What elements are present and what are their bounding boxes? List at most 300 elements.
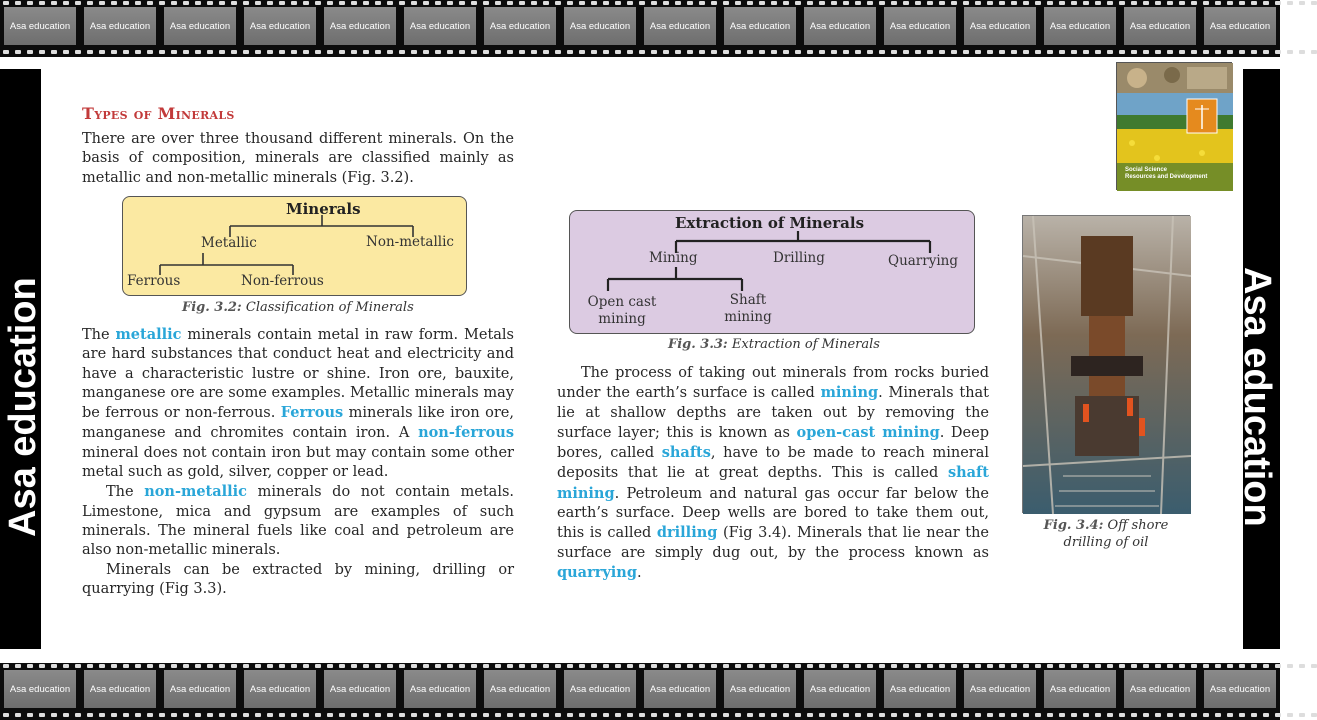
offshore-drilling-photo	[1022, 215, 1190, 513]
sprocket-hole	[1023, 664, 1029, 668]
sprocket-hole	[1179, 1, 1185, 5]
photo-art	[1023, 216, 1191, 514]
sprocket-hole	[651, 50, 657, 54]
sprocket-hole	[1215, 713, 1221, 717]
node-shaft-mining	[721, 292, 775, 326]
sprocket-hole	[483, 664, 489, 668]
sprocket-hole	[171, 50, 177, 54]
keyword-open-cast-mining: open-cast mining	[796, 423, 940, 441]
sprocket-hole	[1263, 713, 1269, 717]
label-line: mining	[724, 309, 772, 325]
keyword-non-metallic: non-metallic	[144, 483, 247, 501]
sprocket-hole	[1191, 664, 1197, 668]
sprocket-hole	[111, 50, 117, 54]
sprocket-hole	[1227, 664, 1233, 668]
sprocket-hole	[975, 1, 981, 5]
sprocket-hole	[675, 664, 681, 668]
sprocket-hole	[195, 1, 201, 5]
sprocket-hole	[975, 664, 981, 668]
sprocket-hole	[339, 664, 345, 668]
sprocket-hole	[927, 1, 933, 5]
sprocket-hole	[603, 713, 609, 717]
sprocket-hole	[915, 1, 921, 5]
sprocket-hole	[999, 664, 1005, 668]
sprocket-hole	[255, 1, 261, 5]
sprocket-hole	[807, 1, 813, 5]
sprocket-hole	[99, 1, 105, 5]
film-frame-label: Asa education	[404, 670, 476, 708]
sprocket-hole	[387, 50, 393, 54]
sprocket-hole	[699, 50, 705, 54]
sprocket-hole	[1119, 713, 1125, 717]
sprocket-hole	[507, 713, 513, 717]
sprocket-hole	[15, 50, 21, 54]
sprocket-hole	[1035, 50, 1041, 54]
film-frame-label: Asa education	[564, 7, 636, 45]
sprocket-hole	[183, 664, 189, 668]
sprocket-hole	[1191, 1, 1197, 5]
sprocket-hole	[243, 664, 249, 668]
sprocket-hole	[531, 50, 537, 54]
sprocket-hole	[1299, 664, 1305, 668]
sprocket-hole	[987, 1, 993, 5]
sprocket-hole	[1311, 1, 1317, 5]
sprocket-hole	[1191, 50, 1197, 54]
sprocket-hole	[291, 664, 297, 668]
sprocket-hole	[111, 664, 117, 668]
sprocket-hole	[627, 50, 633, 54]
sprocket-hole	[339, 1, 345, 5]
sprocket-hole	[219, 664, 225, 668]
sprocket-hole	[519, 664, 525, 668]
sprocket-hole	[375, 1, 381, 5]
sprocket-hole	[1155, 664, 1161, 668]
sprocket-hole	[555, 1, 561, 5]
sprocket-hole	[915, 664, 921, 668]
sprocket-hole	[291, 1, 297, 5]
sprocket-hole	[303, 1, 309, 5]
sprocket-hole	[579, 713, 585, 717]
film-frame-label: Asa education	[404, 7, 476, 45]
sprocket-hole	[135, 713, 141, 717]
film-frame-label: Asa education	[564, 670, 636, 708]
sprocket-hole	[831, 50, 837, 54]
sprocket-hole	[675, 713, 681, 717]
sprocket-hole	[435, 50, 441, 54]
sprocket-hole	[603, 664, 609, 668]
sprocket-hole	[411, 664, 417, 668]
sprocket-hole	[1155, 1, 1161, 5]
sprocket-hole	[675, 1, 681, 5]
sprocket-hole	[1011, 664, 1017, 668]
sprocket-hole	[1215, 664, 1221, 668]
sprocket-hole	[171, 713, 177, 717]
sprocket-hole	[627, 713, 633, 717]
sprocket-hole	[1239, 713, 1245, 717]
sprocket-hole	[951, 713, 957, 717]
sprocket-hole	[891, 50, 897, 54]
film-frame-label: Asa education	[964, 670, 1036, 708]
sprocket-hole	[51, 713, 57, 717]
sprocket-hole	[351, 664, 357, 668]
sprocket-hole	[147, 664, 153, 668]
sprocket-hole	[891, 713, 897, 717]
sprocket-hole	[63, 1, 69, 5]
sprocket-hole	[207, 664, 213, 668]
sprocket-hole	[399, 1, 405, 5]
sprocket-hole	[471, 664, 477, 668]
sprocket-hole	[519, 50, 525, 54]
sprocket-hole	[351, 713, 357, 717]
sprocket-hole	[711, 713, 717, 717]
keyword-quarrying: quarrying	[557, 563, 637, 581]
caption-text: drilling of oil	[1063, 535, 1149, 550]
sprocket-hole	[591, 664, 597, 668]
sprocket-hole	[1011, 1, 1017, 5]
sprocket-hole	[303, 664, 309, 668]
sprocket-hole	[1251, 1, 1257, 5]
sprocket-hole	[159, 1, 165, 5]
sprocket-hole	[1227, 1, 1233, 5]
sprocket-hole	[843, 50, 849, 54]
sprocket-hole	[735, 713, 741, 717]
sprocket-hole	[1167, 50, 1173, 54]
sprocket-hole	[579, 1, 585, 5]
sprocket-hole	[1059, 50, 1065, 54]
sprocket-hole	[1023, 50, 1029, 54]
film-frames	[4, 7, 1280, 45]
sprocket-hole	[507, 1, 513, 5]
sprocket-hole	[399, 50, 405, 54]
sprocket-hole	[27, 713, 33, 717]
sprocket-hole	[1275, 50, 1281, 54]
sprocket-hole	[615, 713, 621, 717]
sprocket-hole	[39, 713, 45, 717]
sprocket-hole	[363, 1, 369, 5]
sprocket-hole	[39, 664, 45, 668]
sprocket-hole	[1143, 664, 1149, 668]
sprocket-hole	[783, 50, 789, 54]
sprocket-hole	[1239, 664, 1245, 668]
sprocket-hole	[435, 713, 441, 717]
sprocket-hole	[531, 713, 537, 717]
sprocket-hole	[879, 713, 885, 717]
sprocket-hole	[3, 50, 9, 54]
node-drilling: Drilling	[773, 250, 825, 266]
sprocket-hole	[207, 713, 213, 717]
right-watermark-bar	[1236, 69, 1280, 649]
sprocket-hole	[123, 664, 129, 668]
sprocket-hole	[99, 664, 105, 668]
sprocket-hole	[1083, 664, 1089, 668]
text-run: minerals like iron ore, manganese and chromites contain iron. A	[82, 405, 514, 442]
sprocket-hole	[303, 50, 309, 54]
sprocket-hole	[555, 664, 561, 668]
sprocket-hole	[939, 664, 945, 668]
sprocket-hole	[267, 50, 273, 54]
keyword-non-ferrous: non-ferrous	[418, 424, 514, 442]
sprocket-hole	[987, 50, 993, 54]
sprocket-hole	[375, 664, 381, 668]
text-run: (Fig 3.4). Minerals that lie near the surface are simply dug out, by the process known as	[557, 525, 989, 561]
sprocket-hole	[723, 713, 729, 717]
sprocket-hole	[795, 1, 801, 5]
sprocket-hole	[543, 50, 549, 54]
sprocket-hole	[507, 50, 513, 54]
sprocket-hole	[1275, 713, 1281, 717]
sprocket-hole	[279, 664, 285, 668]
film-frame-label: Asa education	[324, 7, 396, 45]
sprocket-hole	[27, 1, 33, 5]
sprocket-hole	[663, 1, 669, 5]
sprocket-hole	[279, 1, 285, 5]
sprocket-hole	[87, 664, 93, 668]
sprocket-hole	[939, 713, 945, 717]
sprocket-hole	[1011, 50, 1017, 54]
sprocket-hole	[819, 664, 825, 668]
bottom-film-strip	[0, 663, 1280, 720]
caption-number: Fig. 3.3:	[668, 337, 728, 352]
caption-number: Fig. 3.4:	[1043, 518, 1104, 533]
sprocket-hole	[963, 1, 969, 5]
sprocket-hole	[363, 664, 369, 668]
sprocket-hole	[519, 1, 525, 5]
sprocket-hole	[1143, 50, 1149, 54]
sprocket-hole	[1311, 50, 1317, 54]
sprocket-hole	[723, 1, 729, 5]
sprocket-hole	[171, 664, 177, 668]
sprocket-hole	[495, 50, 501, 54]
sprocket-hole	[219, 1, 225, 5]
sprocket-hole	[999, 713, 1005, 717]
node-mining: Mining	[649, 250, 698, 266]
sprocket-hole	[183, 1, 189, 5]
sprocket-hole	[819, 713, 825, 717]
sprocket-hole	[819, 1, 825, 5]
text-run: The	[82, 327, 116, 343]
sprocket-hole	[675, 50, 681, 54]
sprocket-hole	[831, 713, 837, 717]
sprocket-hole	[1299, 1, 1305, 5]
sprocket-hole	[555, 50, 561, 54]
sprocket-hole	[99, 713, 105, 717]
sprocket-hole	[483, 50, 489, 54]
sprocket-hole	[495, 1, 501, 5]
sprocket-hole	[939, 50, 945, 54]
classification-diagram	[122, 196, 467, 296]
sprocket-hole	[1107, 713, 1113, 717]
sprocket-hole	[843, 664, 849, 668]
sprocket-hole	[1275, 664, 1281, 668]
sprocket-hole	[327, 1, 333, 5]
sprocket-hole	[255, 50, 261, 54]
text-run: mineral does not contain iron but may contain some other metal such as gold, silver, copper or lead.	[82, 444, 514, 481]
sprocket-hole	[867, 1, 873, 5]
sprocket-hole	[1095, 1, 1101, 5]
sprocket-hole	[315, 664, 321, 668]
sprocket-hole	[639, 50, 645, 54]
sprocket-hole	[927, 664, 933, 668]
sprocket-hole	[315, 1, 321, 5]
sprocket-hole	[51, 664, 57, 668]
sprocket-hole	[447, 50, 453, 54]
film-frame-label: Asa education	[324, 670, 396, 708]
sprocket-hole	[1215, 1, 1221, 5]
sprocket-hole	[591, 713, 597, 717]
sprocket-hole	[459, 713, 465, 717]
sprocket-hole	[1035, 664, 1041, 668]
extraction-diagram	[569, 210, 975, 334]
sprocket-hole	[1083, 50, 1089, 54]
sprocket-hole	[963, 664, 969, 668]
sprocket-hole	[963, 50, 969, 54]
sprocket-hole	[987, 664, 993, 668]
sprocket-hole	[615, 1, 621, 5]
sprocket-hole	[1203, 50, 1209, 54]
book-cover-title	[1125, 167, 1207, 181]
sprocket-hole	[51, 50, 57, 54]
sprocket-hole	[903, 50, 909, 54]
sprocket-hole	[1167, 713, 1173, 717]
sprocket-hole	[15, 664, 21, 668]
sprocket-hole	[363, 50, 369, 54]
sprocket-hole	[1023, 1, 1029, 5]
sprocket-hole	[543, 713, 549, 717]
film-frame-label: Asa education	[244, 7, 316, 45]
sprocket-hole	[1227, 50, 1233, 54]
sprocket-hole	[411, 713, 417, 717]
sprocket-hole	[915, 713, 921, 717]
sprocket-hole	[651, 713, 657, 717]
sprocket-hole	[387, 1, 393, 5]
sprocket-hole	[159, 664, 165, 668]
sprocket-hole	[1155, 713, 1161, 717]
sprocket-hole	[951, 50, 957, 54]
film-frame-label: Asa education	[884, 670, 956, 708]
caption-text: Extraction of Minerals	[727, 337, 880, 352]
sprocket-hole	[267, 713, 273, 717]
sprocket-hole	[1119, 1, 1125, 5]
sprocket-hole	[315, 50, 321, 54]
sprocket-hole	[1047, 664, 1053, 668]
sprocket-hole	[615, 50, 621, 54]
sprocket-hole	[459, 50, 465, 54]
sprocket-hole	[1059, 1, 1065, 5]
sprocket-hole	[1191, 713, 1197, 717]
sprocket-hole	[27, 50, 33, 54]
sprocket-hole	[1047, 1, 1053, 5]
sprocket-hole	[603, 1, 609, 5]
node-non-ferrous: Non-ferrous	[241, 273, 324, 289]
figure-caption	[1022, 517, 1190, 551]
cover-line: Resources and Development	[1125, 174, 1208, 180]
sprocket-hole	[999, 1, 1005, 5]
film-frame-label: Asa education	[1044, 7, 1116, 45]
sprocket-hole	[687, 664, 693, 668]
sprocket-hole	[1263, 1, 1269, 5]
left-watermark-bar	[0, 69, 44, 649]
text-run: The process of taking out minerals from rocks buried under the earth’s surface is called	[557, 365, 989, 402]
sprocket-hole	[783, 1, 789, 5]
cover-line: Social Science	[1125, 167, 1168, 173]
sprocket-hole	[1167, 1, 1173, 5]
film-frame-label: Asa education	[1124, 7, 1196, 45]
sprocket-hole	[1035, 1, 1041, 5]
sprocket-hole	[423, 713, 429, 717]
intro-paragraph: There are over three thousand different minerals. On the basis of composition, minerals are classified mainly as metallic and non-metallic minerals (Fig. 3.2).	[82, 131, 514, 186]
sprocket-hole	[471, 713, 477, 717]
sprocket-hole	[351, 50, 357, 54]
sprocket-hole	[939, 1, 945, 5]
sprocket-hole	[1095, 713, 1101, 717]
section-heading: Types of Minerals	[82, 104, 235, 123]
node-ferrous: Ferrous	[127, 273, 181, 289]
sprocket-hole	[519, 713, 525, 717]
sprocket-hole	[891, 664, 897, 668]
extraction-sentence: Minerals can be extracted by mining, drilling or quarrying (Fig 3.3).	[82, 561, 514, 597]
sprocket-hole	[147, 50, 153, 54]
film-frame-label: Asa education	[1204, 7, 1276, 45]
sprocket-hole	[711, 664, 717, 668]
sprocket-hole	[447, 1, 453, 5]
sprocket-hole	[1035, 713, 1041, 717]
keyword-drilling: drilling	[656, 524, 718, 542]
sprocket-hole	[855, 50, 861, 54]
film-frame-label: Asa education	[4, 670, 76, 708]
sprocket-hole	[699, 664, 705, 668]
sprocket-hole	[723, 50, 729, 54]
sprocket-hole	[387, 713, 393, 717]
sprocket-hole	[1071, 664, 1077, 668]
film-frame-label: Asa education	[84, 670, 156, 708]
film-frame-label: Asa education	[1204, 670, 1276, 708]
sprocket-hole	[1059, 664, 1065, 668]
sprocket-hole	[627, 664, 633, 668]
sprocket-hole	[735, 664, 741, 668]
sprocket-hole	[747, 664, 753, 668]
sprocket-hole	[699, 713, 705, 717]
sprocket-hole	[855, 713, 861, 717]
sprocket-hole	[87, 1, 93, 5]
sprocket-hole	[903, 713, 909, 717]
caption-number: Fig. 3.2:	[182, 300, 242, 315]
node-non-metallic: Non-metallic	[366, 234, 454, 250]
sprocket-hole	[207, 1, 213, 5]
sprocket-hole	[1287, 713, 1293, 717]
node-metallic: Metallic	[201, 235, 257, 251]
sprocket-hole	[1299, 713, 1305, 717]
sprocket-hole	[447, 713, 453, 717]
sprocket-hole	[1131, 50, 1137, 54]
sprocket-hole	[1083, 1, 1089, 5]
sprocket-hole	[1287, 50, 1293, 54]
sprocket-hole	[1131, 713, 1137, 717]
sprocket-hole	[1083, 713, 1089, 717]
sprocket-hole	[687, 1, 693, 5]
sprocket-hole	[903, 1, 909, 5]
sprocket-hole	[363, 713, 369, 717]
sprocket-hole	[459, 1, 465, 5]
sprocket-hole	[795, 50, 801, 54]
sprocket-hole	[1299, 50, 1305, 54]
sprocket-hole	[915, 50, 921, 54]
sprocket-hole	[591, 50, 597, 54]
sprocket-hole	[999, 50, 1005, 54]
sprocket-hole	[495, 664, 501, 668]
sprocket-hole	[579, 50, 585, 54]
sprocket-hole	[15, 1, 21, 5]
sprocket-hole	[771, 664, 777, 668]
